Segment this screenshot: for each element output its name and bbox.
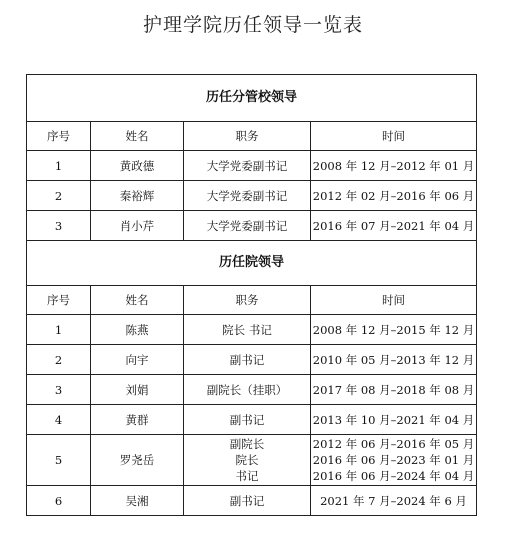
leader-role: 书记: [235, 469, 259, 483]
leader-role-cell: [184, 181, 311, 211]
leader-name: 陈燕: [91, 315, 184, 345]
column-header-row: [27, 122, 477, 151]
tenure-period: 2016 年 06 月–2024 年 04 月: [312, 469, 475, 483]
table-row: [27, 375, 477, 405]
table-row: [27, 315, 477, 345]
row-number: 1: [27, 151, 91, 181]
column-header: 职务: [184, 286, 311, 315]
leader-role-cell: [184, 375, 311, 405]
leader-role: 院长: [235, 453, 259, 467]
section-heading: 历任分管校领导: [27, 75, 477, 122]
row-number: 3: [27, 211, 91, 241]
tenure-period-cell: [311, 435, 477, 486]
leader-role: 副书记: [229, 412, 265, 427]
table-row: [27, 345, 477, 375]
section-heading: 历任院领导: [27, 241, 477, 286]
tenure-period-cell: [311, 211, 477, 241]
tenure-period: 2016 年 07 月–2021 年 04 月: [312, 218, 475, 233]
table-row: [27, 435, 477, 486]
row-number: 2: [27, 345, 91, 375]
column-header: 序号: [27, 286, 91, 315]
section-heading-row: [27, 75, 477, 122]
row-number: 3: [27, 375, 91, 405]
tenure-period: 2016 年 06 月–2023 年 01 月: [312, 453, 475, 467]
tenure-period-cell: [311, 151, 477, 181]
column-header: 时间: [311, 122, 477, 151]
table-row: [27, 486, 477, 516]
tenure-period-cell: [311, 486, 477, 516]
table-row: [27, 405, 477, 435]
leader-name: 刘娟: [91, 375, 184, 405]
tenure-period-cell: [311, 345, 477, 375]
tenure-period-cell: [311, 405, 477, 435]
tenure-period-cell: [311, 375, 477, 405]
section-heading-row: [27, 241, 477, 286]
leader-role-cell: [184, 315, 311, 345]
tenure-period: 2012 年 06 月–2016 年 05 月: [312, 437, 475, 451]
leader-role-cell: [184, 405, 311, 435]
leader-role: 大学党委副书记: [206, 188, 288, 203]
table-row: [27, 151, 477, 181]
leader-role-cell: [184, 151, 311, 181]
leader-name: 黄政德: [91, 151, 184, 181]
leader-name: 向宇: [91, 345, 184, 375]
tenure-period: 2008 年 12 月–2012 年 01 月: [312, 158, 475, 173]
tenure-period-cell: [311, 315, 477, 345]
leader-role: 副院长（挂职）: [206, 382, 288, 397]
leader-name: 黄群: [91, 405, 184, 435]
table-row: [27, 181, 477, 211]
tenure-period: 2010 年 05 月–2013 年 12 月: [312, 352, 475, 367]
leader-role: 大学党委副书记: [206, 158, 288, 173]
tenure-period: 2017 年 08 月–2018 年 08 月: [312, 382, 475, 397]
column-header: 职务: [184, 122, 311, 151]
table-row: [27, 211, 477, 241]
leader-role-cell: [184, 211, 311, 241]
row-number: 5: [27, 435, 91, 486]
leader-name: 肖小芹: [91, 211, 184, 241]
leader-role: 大学党委副书记: [206, 218, 288, 233]
leader-role-cell: [184, 486, 311, 516]
column-header: 姓名: [91, 122, 184, 151]
leader-role: 副书记: [229, 352, 265, 367]
leader-role: 副院长: [229, 437, 265, 451]
leader-role-cell: [184, 345, 311, 375]
leader-name: 罗尧岳: [91, 435, 184, 486]
page-title: 护理学院历任领导一览表: [142, 14, 363, 36]
column-header: 序号: [27, 122, 91, 151]
row-number: 4: [27, 405, 91, 435]
column-header: 时间: [311, 286, 477, 315]
leader-name: 秦裕辉: [91, 181, 184, 211]
leader-role: 副书记: [229, 493, 265, 508]
row-number: 6: [27, 486, 91, 516]
leader-name: 吴湘: [91, 486, 184, 516]
leaders-table: [26, 74, 477, 516]
row-number: 2: [27, 181, 91, 211]
tenure-period: 2008 年 12 月–2015 年 12 月: [312, 322, 475, 337]
tenure-period: 2013 年 10 月–2021 年 04 月: [312, 412, 475, 427]
leader-role-cell: [184, 435, 311, 486]
leader-role: 院长 书记: [222, 322, 272, 337]
row-number: 1: [27, 315, 91, 345]
column-header: 姓名: [91, 286, 184, 315]
tenure-period-cell: [311, 181, 477, 211]
tenure-period: 2021 年 7 月–2024 年 6 月: [320, 493, 467, 508]
tenure-period: 2012 年 02 月–2016 年 06 月: [312, 188, 475, 203]
column-header-row: [27, 286, 477, 315]
